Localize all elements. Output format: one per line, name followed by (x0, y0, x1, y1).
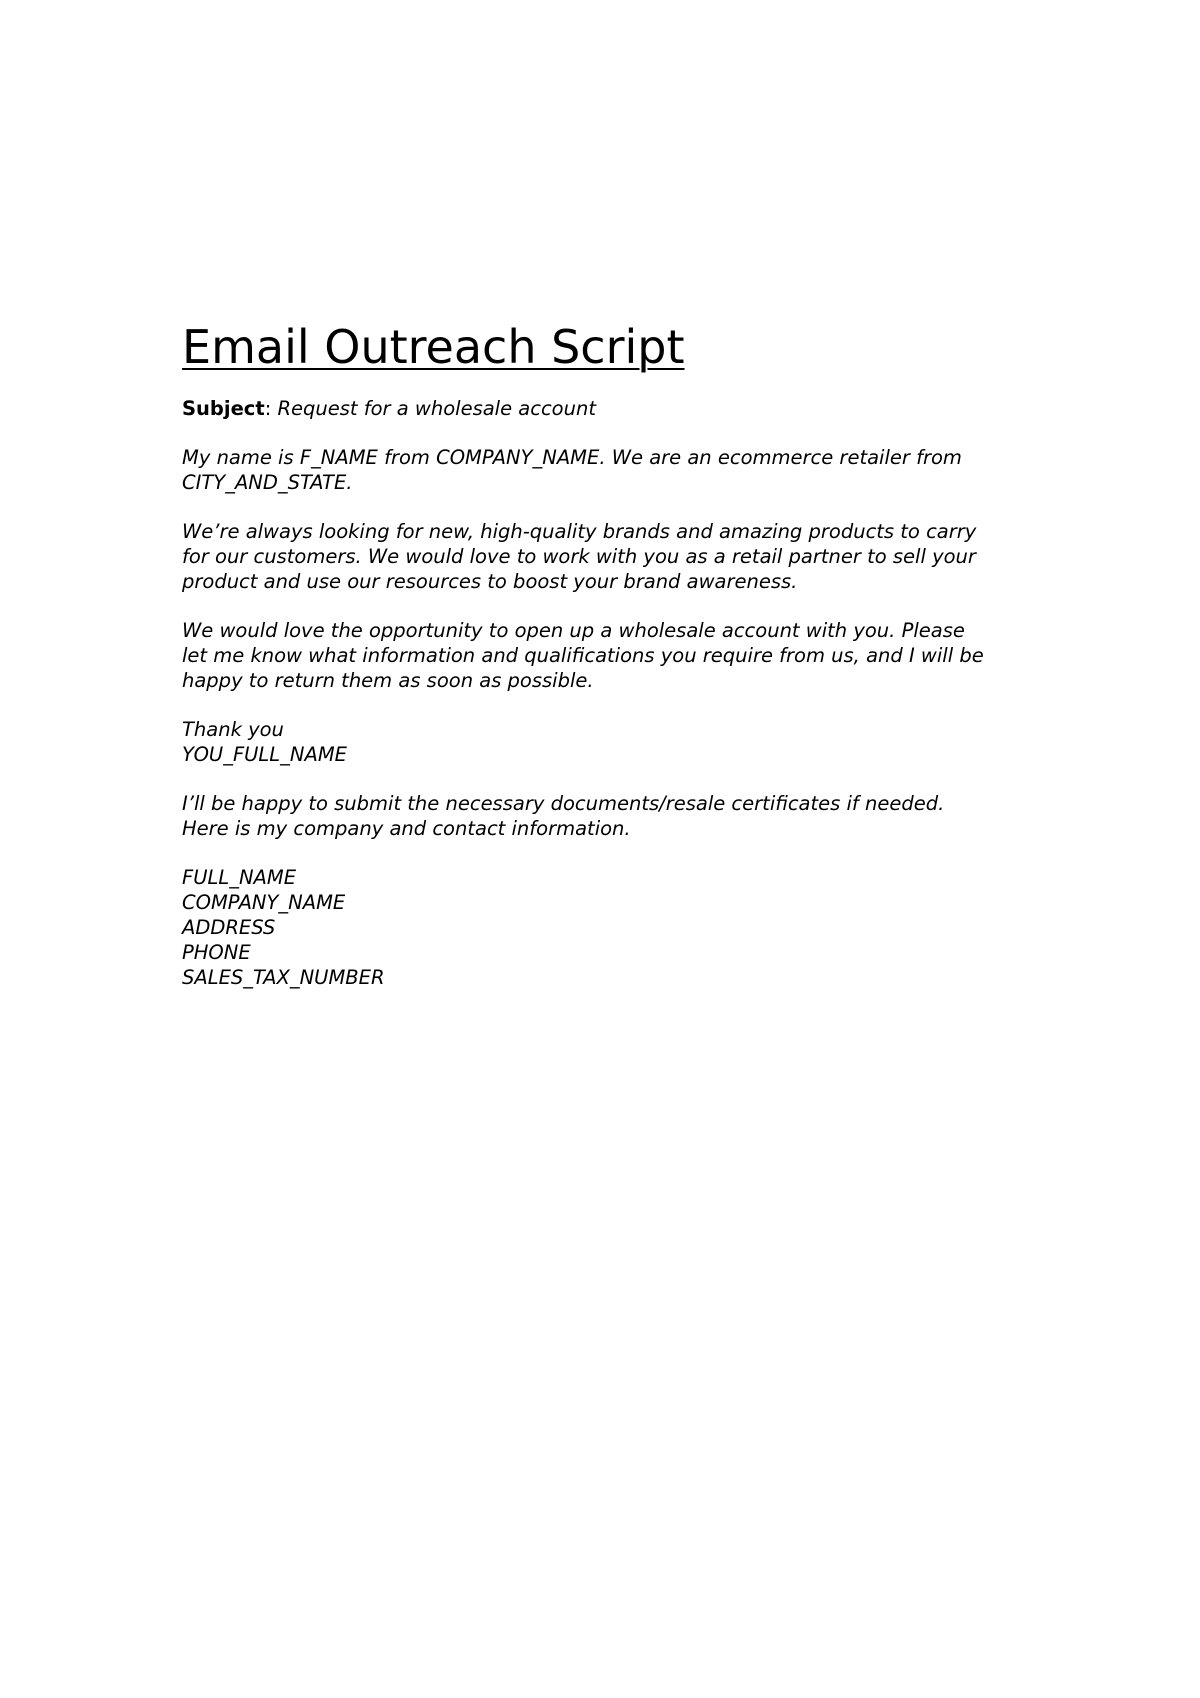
paragraph-line: product and use our resources to boost your brand awareness. (182, 570, 798, 593)
paragraph-line: happy to return them as soon as possible. (182, 669, 594, 692)
paragraph-line: My name is F_NAME from COMPANY_NAME. We are an ecommerce retailer from (182, 446, 962, 469)
paragraph-line: for our customers. We would love to work with you as a retail partner to sell your (182, 545, 976, 568)
contact-full-name: FULL_NAME (182, 866, 297, 889)
paragraph-documents (182, 791, 1042, 841)
paragraph-signoff (182, 717, 1042, 767)
paragraph-line: Here is my company and contact information. (182, 817, 631, 840)
paragraph-line: We would love the opportunity to open up a wholesale account with you. Please (182, 619, 965, 642)
paragraph-line: We’re always looking for new, high-quality brands and amazing products to carry (182, 520, 977, 543)
contact-company-name: COMPANY_NAME (182, 891, 346, 914)
contact-block (182, 865, 1042, 990)
subject-value: Request for a wholesale account (277, 397, 596, 420)
subject-separator: : (264, 397, 278, 420)
paragraph-line: YOU_FULL_NAME (182, 743, 347, 766)
contact-phone: PHONE (182, 941, 251, 964)
document-body (182, 318, 1042, 1014)
paragraph-pitch (182, 519, 1042, 594)
contact-sales-tax-number: SALES_TAX_NUMBER (182, 966, 385, 989)
document-title: Email Outreach Script (182, 320, 685, 374)
paragraph-line: let me know what information and qualifications you require from us, and I will be (182, 644, 984, 667)
paragraph-introduction (182, 445, 1042, 495)
subject-line (182, 396, 1042, 421)
paragraph-line: I’ll be happy to submit the necessary documents/resale certificates if needed. (182, 792, 945, 815)
paragraph-line: CITY_AND_STATE. (182, 471, 353, 494)
paragraph-line: Thank you (182, 718, 284, 741)
subject-label: Subject (182, 397, 265, 420)
contact-address: ADDRESS (182, 916, 276, 939)
paragraph-request (182, 618, 1042, 693)
